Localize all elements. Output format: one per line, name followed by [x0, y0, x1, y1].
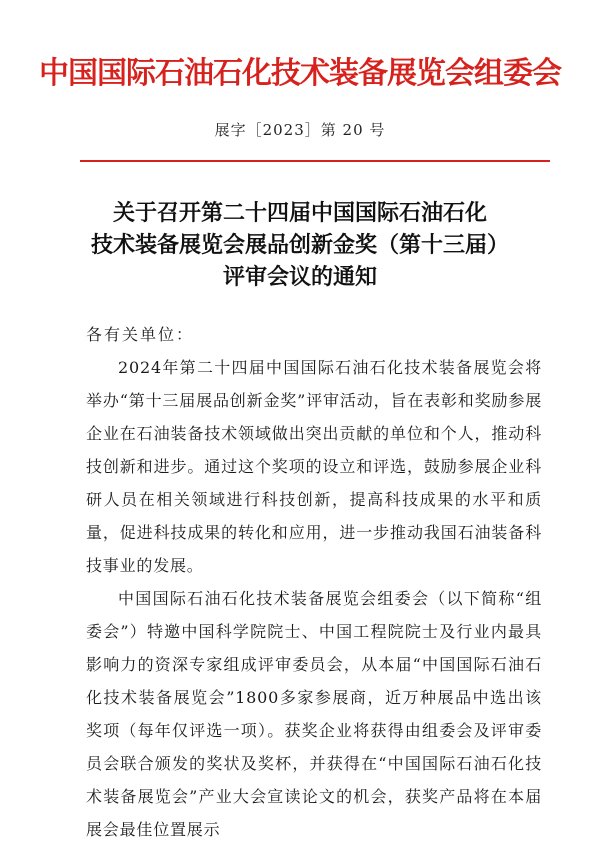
document-number: 展字［2023］第 20 号	[214, 121, 386, 139]
notice-title	[0, 198, 600, 294]
notice-title-line-2: 技术装备展览会展品创新金奖（第十三届）	[90, 233, 509, 258]
notice-title-line-3: 评审会议的通知	[222, 265, 377, 290]
salutation: 各有关单位：	[86, 325, 195, 344]
body-paragraph-1: 2024年第二十四届中国国际石油石化技术装备展览会将举办“第十三届展品创新金奖”评审活动，旨在表彰和奖励参展企业在石油装备技术领域做出突出贡献的单位和个人，推动科技创新和进步。通过这个奖项的设立和评选，鼓励参展企业科研人员在相关领域进行科技创新，提高科技成果的水平和质量，促进科技成果的转化和应用，进一步推动我国石油装备科技事业的发展。	[86, 358, 542, 575]
organization-header: 中国国际石油石化技术装备展览会组委会	[39, 56, 561, 91]
notice-body	[86, 318, 542, 846]
body-paragraph-2: 中国国际石油石化技术装备展览会组委会（以下简称“组委会”）特邀中国科学院院士、中国工程院院士及行业内最具影响力的资深专家组成评审委员会，从本届“中国国际石油石化技术装备展览会”1800多家参展商，近万种展品中选出该奖项（每年仅评选一项）。获奖企业将获得由组委会及评审委员会联合颁发的奖状及奖杯，并获得在“中国国际石油石化技术装备展览会”产业大会宣读论文的机会，获奖产品将在本届展会最佳位置展示	[86, 589, 542, 839]
notice-title-line-1: 关于召开第二十四届中国国际石油石化	[112, 201, 487, 226]
header-divider	[80, 160, 550, 162]
